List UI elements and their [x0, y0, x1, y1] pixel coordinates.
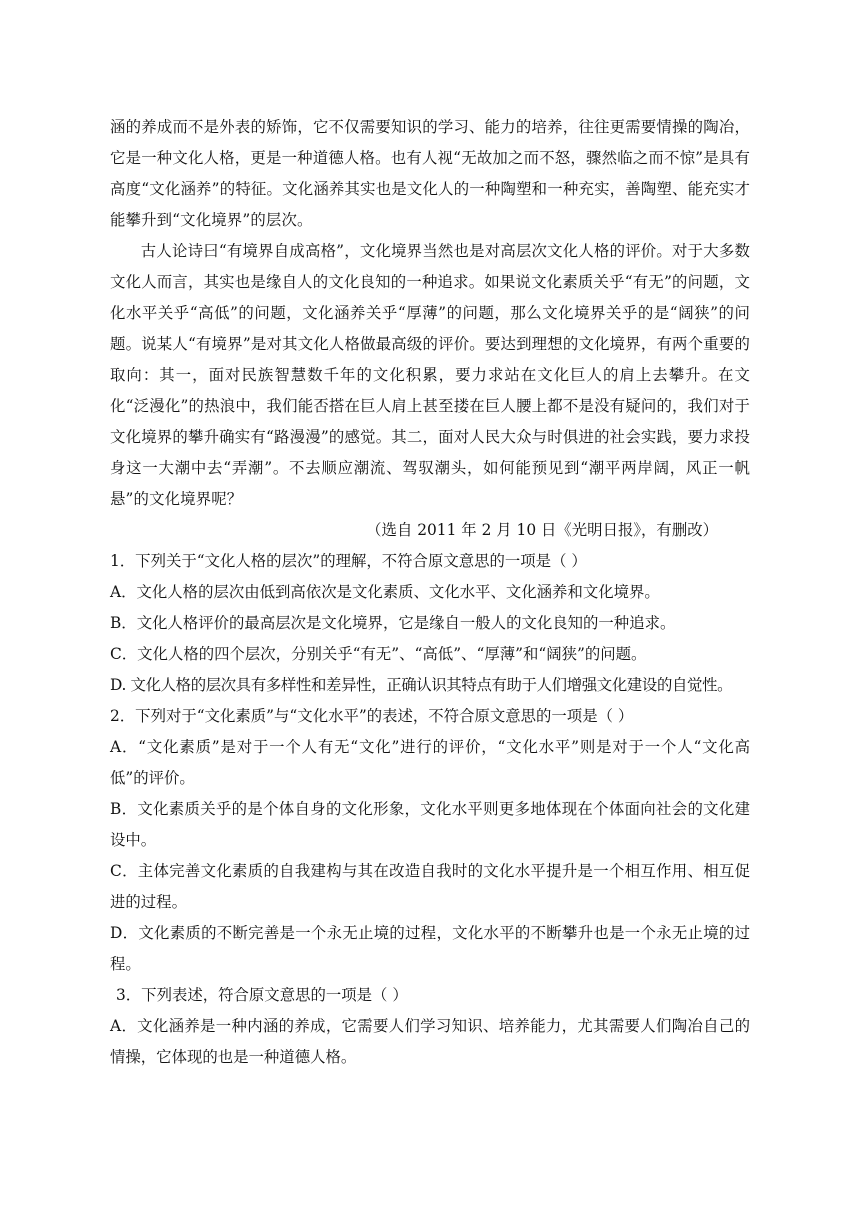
question-1-stem: 1．下列关于“文化人格的层次”的理解，不符合原文意思的一项是（ ） [110, 552, 587, 570]
question-3-option-a: A．文化涵养是一种内涵的养成，它需要人们学习知识、培养能力，尤其需要人们陶冶自己的情操，它体现的也是一种道德人格。 [110, 1017, 750, 1066]
passage-paragraph-1: 涵的养成而不是外表的矫饰，它不仅需要知识的学习、能力的培养，往往更需要情操的陶冶，它是一种文化人格，更是一种道德人格。也有人视“无故加之而不怒，骤然临之而不惊”是具有高度“文化涵养”的特征。文化涵养其实也是文化人的一种陶塑和一种充实，善陶塑、能充实才能攀升到“文化境界”的层次。 [110, 118, 750, 229]
question-2-option-d: D．文化素质的不断完善是一个永无止境的过程，文化水平的不断攀升也是一个永无止境的过程。 [110, 924, 750, 973]
question-2-option-b: B．文化素质关乎的是个体自身的文化形象，文化水平则更多地体现在个体面向社会的文化建设中。 [110, 800, 750, 849]
document-page [110, 112, 750, 1073]
question-1-option-a: A．文化人格的层次由低到高依次是文化素质、文化水平、文化涵养和文化境界。 [110, 583, 660, 601]
question-3-stem: 3．下列表述，符合原文意思的一项是（ ） [116, 986, 408, 1004]
question-2 [110, 701, 750, 980]
question-1-option-b: B．文化人格评价的最高层次是文化境界，它是缘自一般人的文化良知的一种追求。 [110, 614, 676, 632]
question-1-option-c: C．文化人格的四个层次，分别关乎“有无”、“高低”、“厚薄”和“阔狭”的问题。 [110, 645, 647, 663]
question-2-option-a: A．“文化素质”是对于一个人有无“文化”进行的评价，“文化水平”则是对于一个人“文化高低”的评价。 [110, 738, 750, 787]
question-2-option-c: C．主体完善文化素质的自我建构与其在改造自我时的文化水平提升是一个相互作用、相互促进的过程。 [110, 862, 750, 911]
question-1-option-d: D. 文化人格的层次具有多样性和差异性，正确认识其特点有助于人们增强文化建设的自觉性。 [110, 676, 733, 694]
passage-paragraph-2: 古人论诗曰“有境界自成高格”，文化境界当然也是对高层次文化人格的评价。对于大多数文化人而言，其实也是缘自人的文化良知的一种追求。如果说文化素质关乎“有无”的问题，文化水平关乎“高低”的问题，文化涵养关乎“厚薄”的问题，那么文化境界关乎的是“阔狭”的问题。说某人“有境界”是对其文化人格做最高级的评价。要达到理想的文化境界，有两个重要的取向：其一，面对民族智慧数千年的文化积累，要力求站在文化巨人的肩上去攀升。在文化“泛漫化”的热浪中，我们能否搭在巨人肩上甚至搂在巨人腰上都不是没有疑问的，我们对于文化境界的攀升确实有“路漫漫”的感觉。其二，面对人民大众与时俱进的社会实践，要力求投身这一大潮中去“弄潮”。不去顺应潮流、驾驭潮头，如何能预见到“潮平两岸阔，风正一帆悬”的文化境界呢？ [110, 242, 750, 508]
question-3 [110, 980, 750, 1073]
source-citation: （选自 2011 年 2 月 10 日《光明日报》，有删改） [366, 521, 718, 539]
question-2-stem: 2．下列对于“文化素质”与“文化水平”的表述，不符合原文意思的一项是（ ） [110, 707, 634, 725]
question-1 [110, 546, 750, 701]
